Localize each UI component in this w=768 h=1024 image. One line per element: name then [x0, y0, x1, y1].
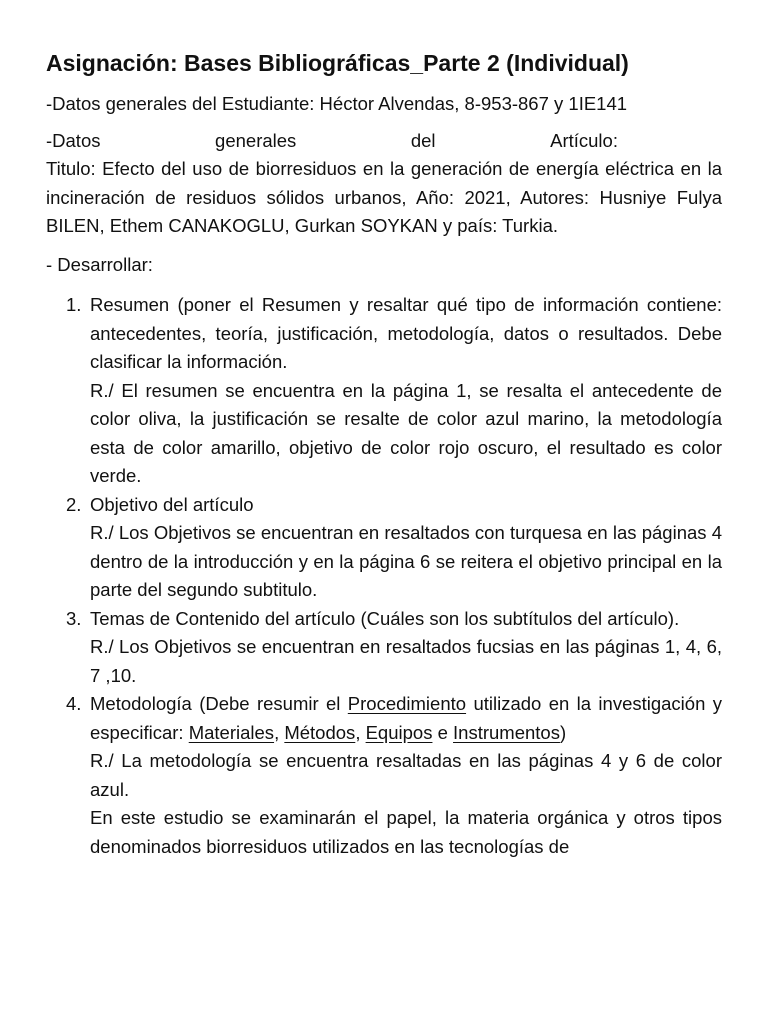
student-info: -Datos generales del Estudiante: Héctor Alvendas, 8-953-867 y 1IE141 [46, 93, 628, 114]
underlined-term: Procedimiento [347, 693, 467, 714]
item-number: 2. [66, 493, 82, 515]
item-answer: R./ Los Objetivos se encuentran en resaltados con turquesa en las páginas 4 dentro de la introducción y en la página 6 se reitera el objetivo principal en la parte del segundo subtitulo. [90, 522, 722, 600]
question-text: , [355, 721, 366, 743]
list-item [46, 690, 722, 861]
article-details: Titulo: Efecto del uso de biorresiduos en la generación de energía eléctrica en la incineración de residuos sólidos urbanos, Año: 2021, Autores: Husniye Fulya BILEN, Ethem CANAKOGLU, Gurkan SOYKAN y país: Turkia. [46, 158, 722, 236]
item-question [90, 690, 722, 747]
question-text: ) [559, 721, 567, 743]
item-answer: R./ El resumen se encuentra en la página 1, se resalta el antecedente de color oliva, la justificación se resalte de color azul marino, la metodología esta de color amarillo, objetivo de color rojo oscuro, el resultado es color verde. [90, 379, 722, 486]
question-text: , [274, 721, 285, 743]
article-header-word: Artículo: [550, 129, 618, 151]
question-text: Metodología (Debe resumir el [90, 693, 348, 714]
article-header [46, 127, 722, 156]
underlined-term: Instrumentos [453, 721, 560, 743]
question-text: e [432, 721, 454, 743]
item-number: 3. [66, 607, 82, 629]
question-text: utilizado en la investigación y especificar: [90, 693, 722, 743]
article-header-word: del [410, 129, 436, 151]
questions-list [46, 291, 722, 861]
document-title: Asignación: Bases Bibliográficas_Parte 2 (Individual) [46, 50, 629, 76]
item-answer: R./ La metodología se encuentra resaltadas en las páginas 4 y 6 de color azul. [90, 750, 722, 800]
item-number: 4. [66, 693, 82, 714]
list-item [46, 605, 722, 691]
item-number: 1. [66, 294, 82, 315]
item-answer: R./ Los Objetivos se encuentran en resaltados fucsias en las páginas 1, 4, 6, 7 ,10. [90, 636, 722, 686]
item-question: Objetivo del artículo [90, 493, 254, 515]
underlined-term: Equipos [365, 721, 433, 743]
item-question: Resumen (poner el Resumen y resaltar qué tipo de información contiene: antecedentes, teoría, justificación, metodología, datos o resultados. Debe clasificar la información. [90, 294, 722, 372]
article-header-word: -Datos [46, 129, 101, 151]
article-header-word: generales [215, 129, 297, 151]
underlined-term: Materiales [188, 721, 275, 743]
item-extra-text: En este estudio se examinarán el papel, la materia orgánica y otros tipos denominados biorresiduos utilizados en las tecnologías de [90, 807, 722, 857]
list-item [46, 491, 722, 605]
develop-label: - Desarrollar: [46, 253, 153, 275]
list-item [46, 291, 722, 491]
item-question: Temas de Contenido del artículo (Cuáles son los subtítulos del artículo). [90, 607, 680, 629]
underlined-term: Métodos [284, 721, 356, 743]
